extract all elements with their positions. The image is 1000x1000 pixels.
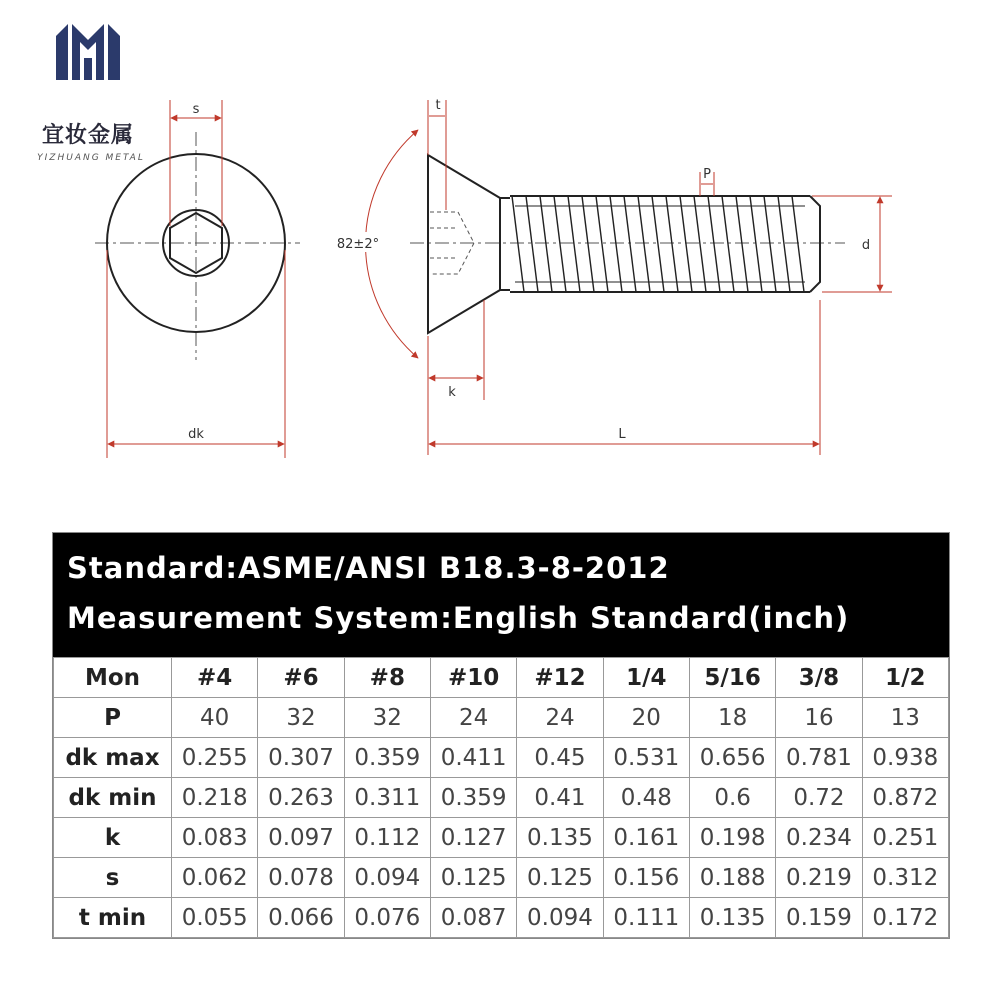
label-k: k xyxy=(448,385,456,400)
table-cell: 0.359 xyxy=(344,738,430,778)
column-header: 3/8 xyxy=(776,658,862,698)
table-cell: 0.48 xyxy=(603,778,689,818)
column-header: 1/2 xyxy=(862,658,948,698)
table-cell: 0.172 xyxy=(862,898,948,938)
table-cell: 0.188 xyxy=(689,858,775,898)
row-label: P xyxy=(54,698,172,738)
table-cell: 0.872 xyxy=(862,778,948,818)
label-dk: dk xyxy=(188,427,204,442)
table-cell: 0.156 xyxy=(603,858,689,898)
table-cell: 0.062 xyxy=(172,858,258,898)
table-cell: 0.411 xyxy=(430,738,516,778)
row-label: dk min xyxy=(54,778,172,818)
table-cell: 0.198 xyxy=(689,818,775,858)
table-cell: 0.112 xyxy=(344,818,430,858)
dimension-L xyxy=(428,300,820,455)
column-header: 5/16 xyxy=(689,658,775,698)
table-row xyxy=(54,818,949,858)
dimension-dk xyxy=(107,250,285,458)
table-row xyxy=(54,698,949,738)
head-front-view xyxy=(95,132,300,360)
logo-name-chinese: 宜妆金属 xyxy=(41,123,134,148)
table-cell: 0.938 xyxy=(862,738,948,778)
table-cell: 32 xyxy=(258,698,344,738)
column-header: #10 xyxy=(430,658,516,698)
table-cell: 0.255 xyxy=(172,738,258,778)
table-cell: 0.127 xyxy=(430,818,516,858)
table-cell: 0.125 xyxy=(430,858,516,898)
table-cell: 0.076 xyxy=(344,898,430,938)
table-cell: 40 xyxy=(172,698,258,738)
table-cell: 24 xyxy=(517,698,603,738)
label-s: s xyxy=(192,102,200,117)
standard-title: Standard:ASME/ANSI B18.3-8-2012 xyxy=(67,551,670,585)
table-cell: 0.656 xyxy=(689,738,775,778)
table-cell: 0.359 xyxy=(430,778,516,818)
label-t: t xyxy=(435,98,441,113)
table-cell: 0.161 xyxy=(603,818,689,858)
table-cell: 0.094 xyxy=(517,898,603,938)
table-cell: 20 xyxy=(603,698,689,738)
measurement-system-title: Measurement System:English Standard(inch) xyxy=(67,601,850,635)
table-cell: 0.263 xyxy=(258,778,344,818)
logo-name-english: YIZHUANG METAL xyxy=(37,153,145,163)
table-cell: 0.066 xyxy=(258,898,344,938)
dimension-table xyxy=(53,657,949,938)
row-label: dk max xyxy=(54,738,172,778)
column-header: #8 xyxy=(344,658,430,698)
table-cell: 0.094 xyxy=(344,858,430,898)
table-cell: 32 xyxy=(344,698,430,738)
column-header-size: Mon xyxy=(54,658,172,698)
table-row xyxy=(54,778,949,818)
table-cell: 0.312 xyxy=(862,858,948,898)
dimension-k xyxy=(428,300,484,400)
table-row xyxy=(54,738,949,778)
label-P: P xyxy=(703,167,711,182)
table-cell: 0.159 xyxy=(776,898,862,938)
specification-table xyxy=(52,532,950,939)
dimension-P xyxy=(700,167,714,196)
table-cell: 0.135 xyxy=(517,818,603,858)
column-header: #12 xyxy=(517,658,603,698)
label-L: L xyxy=(618,427,626,442)
column-header: #4 xyxy=(172,658,258,698)
label-d: d xyxy=(861,238,871,253)
row-label: t min xyxy=(54,898,172,938)
dimension-d xyxy=(812,196,892,292)
table-cell: 0.097 xyxy=(258,818,344,858)
table-row xyxy=(54,898,949,938)
table-cell: 24 xyxy=(430,698,516,738)
table-cell: 0.6 xyxy=(689,778,775,818)
table-cell: 0.083 xyxy=(172,818,258,858)
dimension-angle xyxy=(328,130,418,358)
table-cell: 0.111 xyxy=(603,898,689,938)
table-cell: 16 xyxy=(776,698,862,738)
table-cell: 0.251 xyxy=(862,818,948,858)
dimension-t xyxy=(428,98,446,210)
table-cell: 0.72 xyxy=(776,778,862,818)
label-angle: 82±2° xyxy=(336,237,380,252)
table-cell: 0.087 xyxy=(430,898,516,938)
table-cell: 0.218 xyxy=(172,778,258,818)
table-cell: 13 xyxy=(862,698,948,738)
table-cell: 0.219 xyxy=(776,858,862,898)
spec-header xyxy=(53,533,949,657)
table-row xyxy=(54,858,949,898)
column-header: #6 xyxy=(258,658,344,698)
column-header: 1/4 xyxy=(603,658,689,698)
table-cell: 0.311 xyxy=(344,778,430,818)
table-header-row xyxy=(54,658,949,698)
table-cell: 0.055 xyxy=(172,898,258,938)
table-cell: 0.135 xyxy=(689,898,775,938)
table-cell: 0.307 xyxy=(258,738,344,778)
table-cell: 18 xyxy=(689,698,775,738)
screw-side-view xyxy=(410,155,845,333)
row-label: k xyxy=(54,818,172,858)
table-cell: 0.781 xyxy=(776,738,862,778)
table-cell: 0.531 xyxy=(603,738,689,778)
table-cell: 0.078 xyxy=(258,858,344,898)
table-cell: 0.125 xyxy=(517,858,603,898)
table-cell: 0.234 xyxy=(776,818,862,858)
table-cell: 0.41 xyxy=(517,778,603,818)
row-label: s xyxy=(54,858,172,898)
table-cell: 0.45 xyxy=(517,738,603,778)
